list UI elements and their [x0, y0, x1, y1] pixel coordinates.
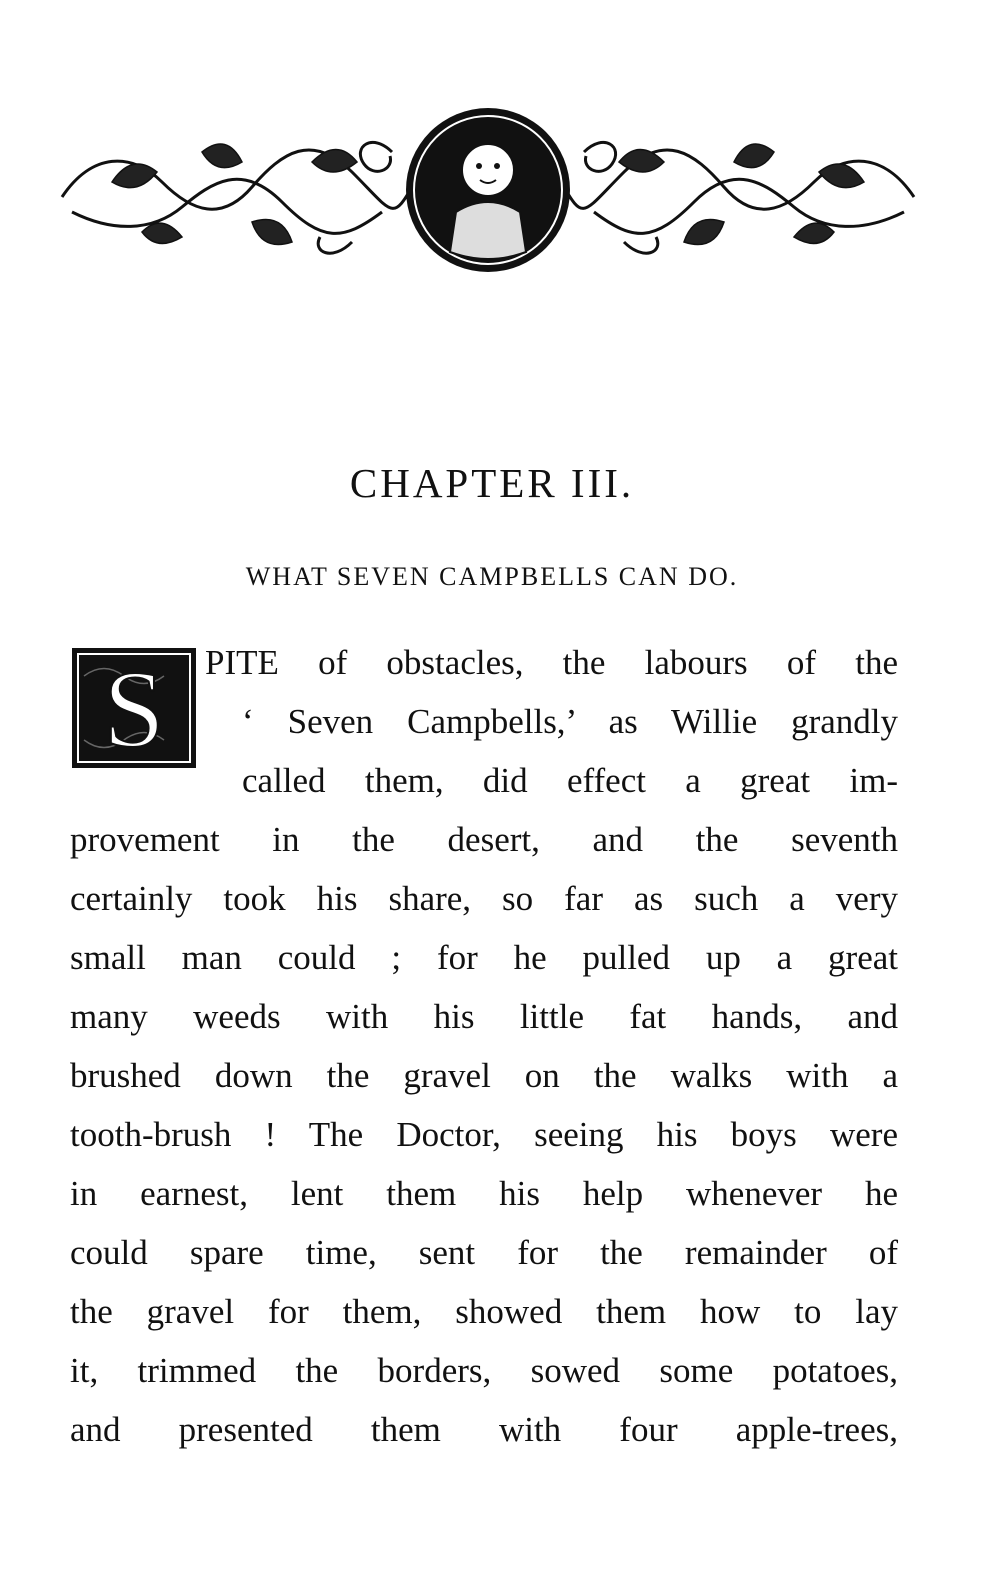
- body-line-4: provement in the desert, and the seventh: [70, 820, 898, 859]
- body-line-11: could spare time, sent for the remainder of: [70, 1233, 898, 1272]
- body-line-7: many weeds with his little fat hands, and: [70, 997, 898, 1036]
- body-line-3: called them, did effect a great im-: [242, 761, 898, 800]
- body-line-12: the gravel for them, showed them how to lay: [70, 1292, 898, 1331]
- body-line-8: brushed down the gravel on the walks with a: [70, 1056, 898, 1095]
- body-line-1: PITE of obstacles, the labours of the: [205, 643, 898, 682]
- drop-cap-letter: S: [103, 648, 165, 770]
- body-line-2: ‘ Seven Campbells,’ as Willie grandly: [242, 702, 898, 741]
- ornamental-headpiece: [52, 92, 924, 282]
- body-line-5: certainly took his share, so far as such a very: [70, 879, 898, 918]
- illuminated-drop-cap: [70, 646, 198, 770]
- body-line-14: and presented them with four apple-trees,: [70, 1410, 898, 1449]
- body-line-6: small man could ; for he pulled up a great: [70, 938, 898, 977]
- chapter-subtitle: WHAT SEVEN CAMPBELLS CAN DO.: [245, 562, 739, 591]
- body-line-10: in earnest, lent them his help whenever he: [70, 1174, 898, 1213]
- chapter-title: CHAPTER III.: [349, 460, 635, 506]
- body-line-9: tooth-brush ! The Doctor, seeing his boys were: [70, 1115, 898, 1154]
- body-line-13: it, trimmed the borders, sowed some potatoes,: [70, 1351, 898, 1390]
